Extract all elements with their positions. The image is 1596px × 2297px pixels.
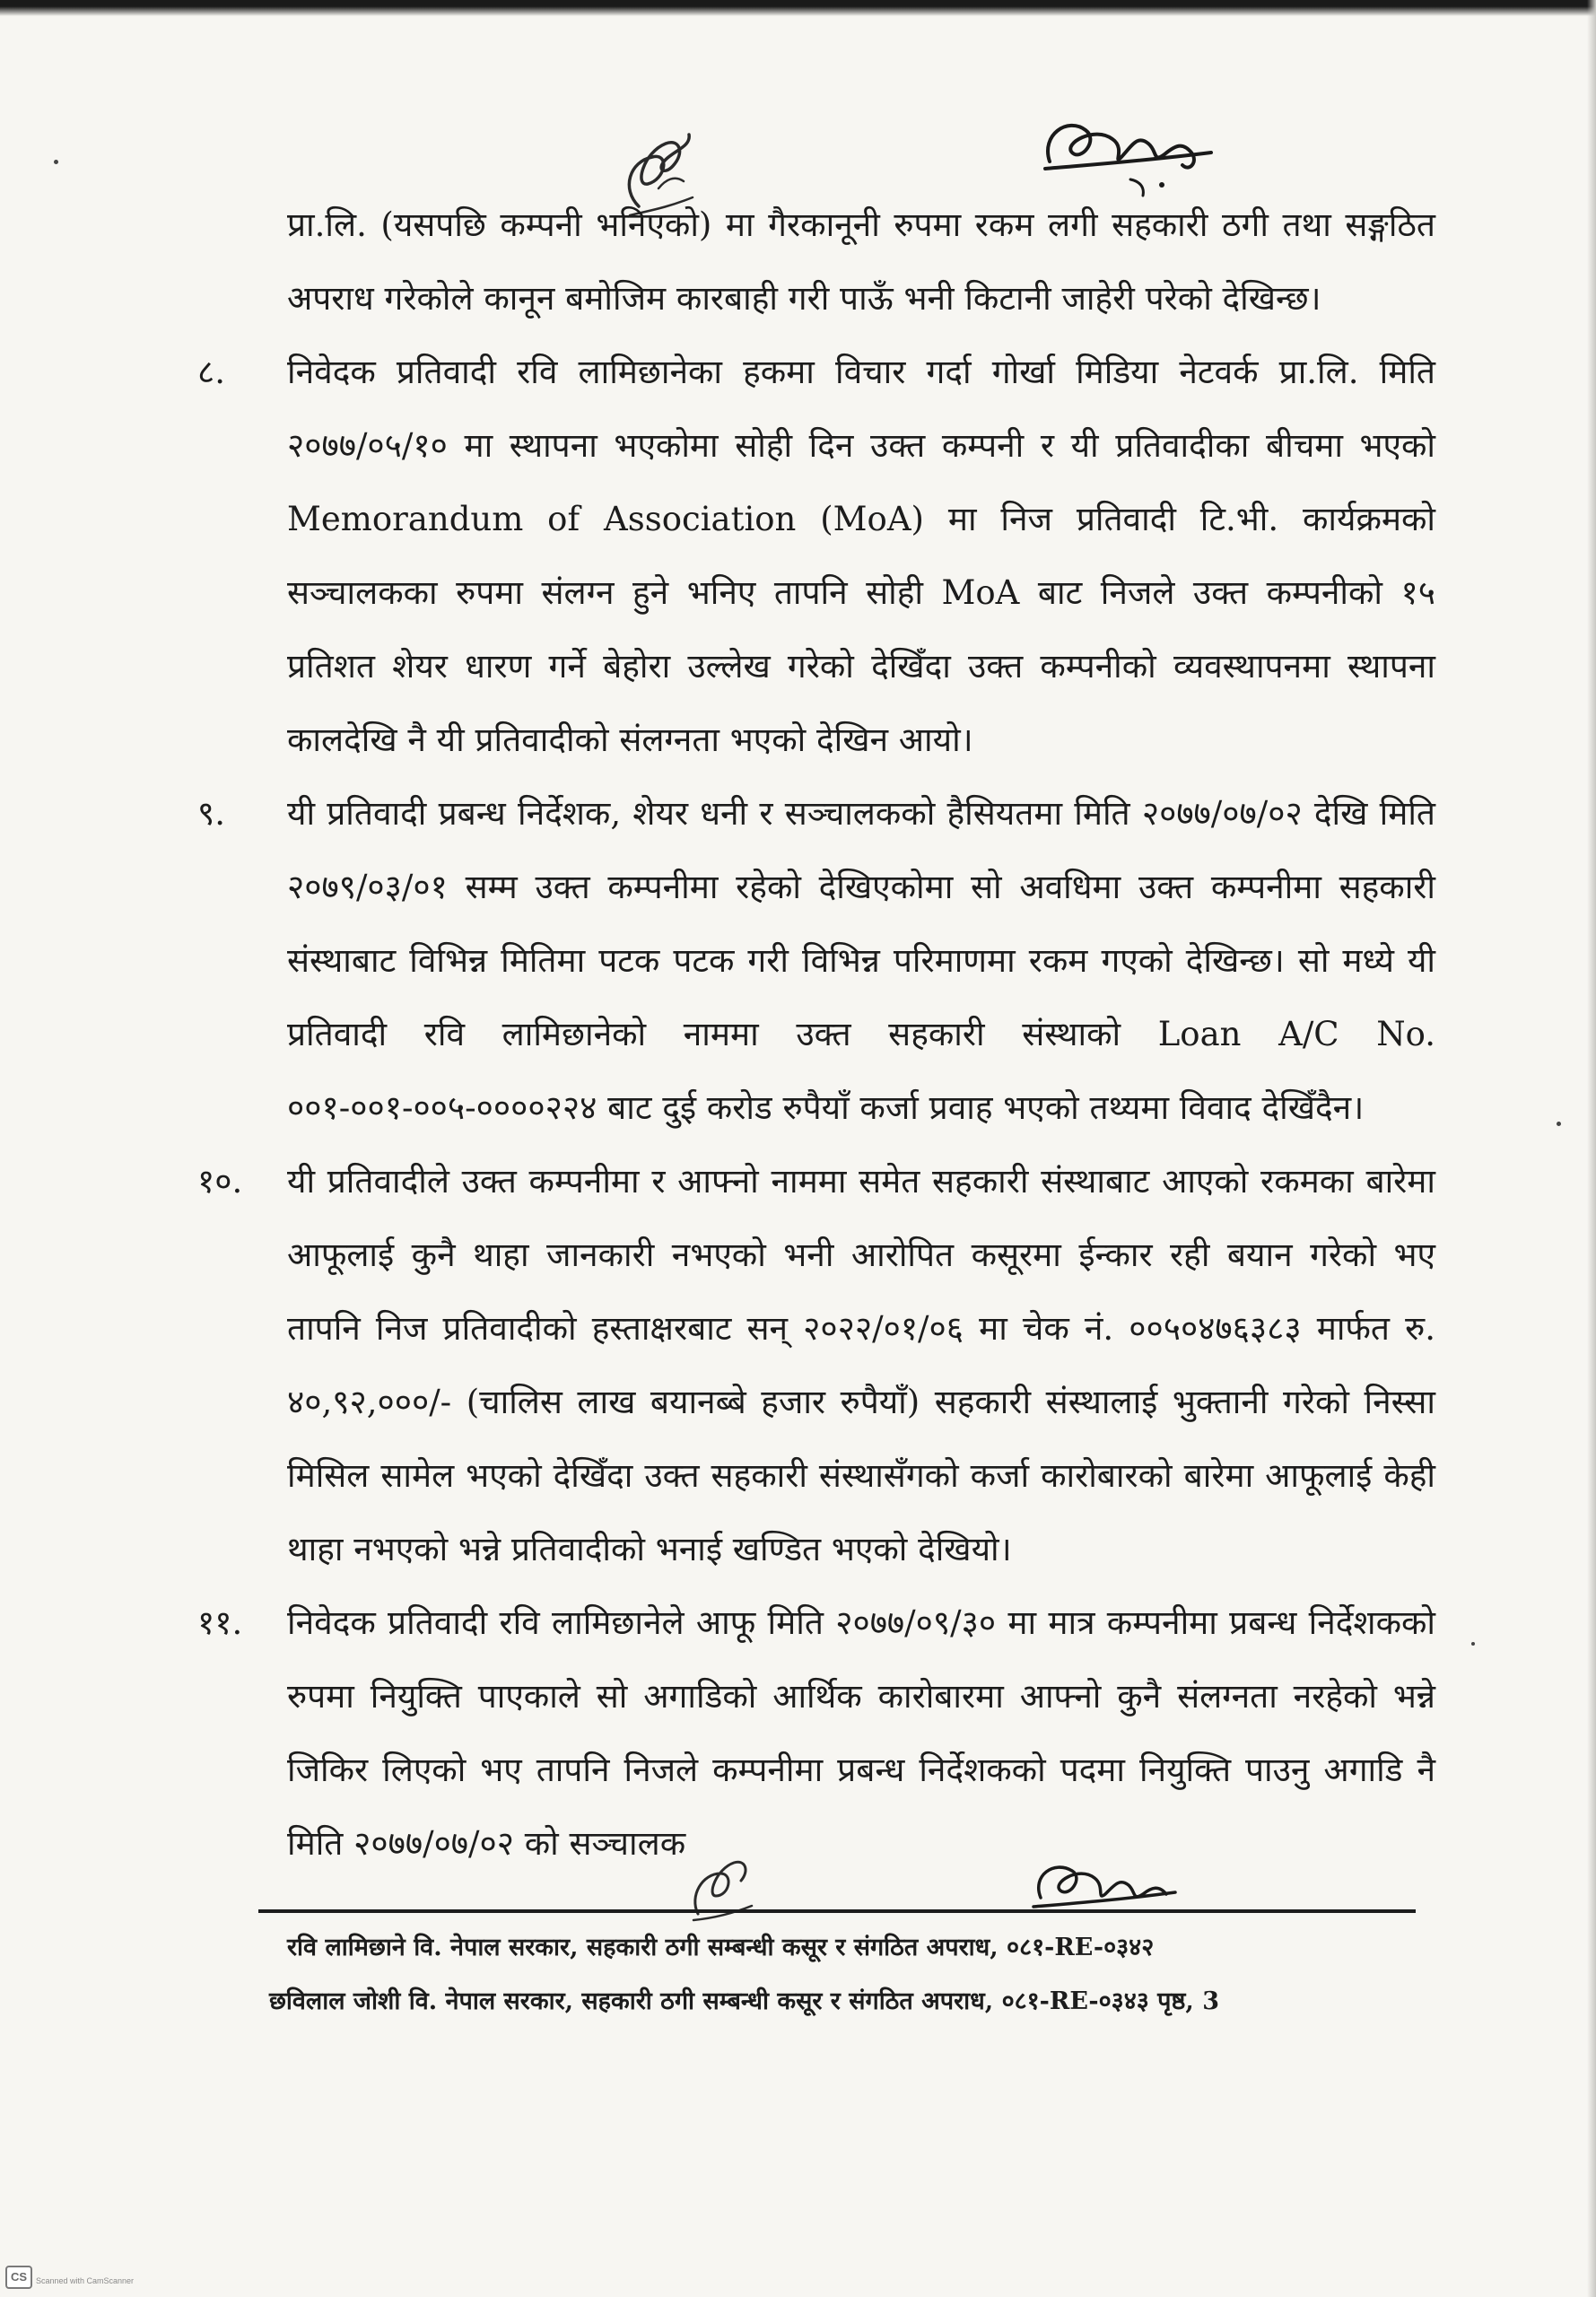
paragraph-number: १०. <box>197 1162 243 1201</box>
scan-top-shadow <box>0 0 1596 16</box>
paragraph-continued <box>287 188 1435 336</box>
paragraph-number: ८. <box>197 353 226 391</box>
scan-speck <box>1557 1122 1561 1126</box>
camscanner-watermark: Scanned with CamScanner <box>36 2276 135 2285</box>
signature-initial-bottom-right <box>1023 1844 1184 1934</box>
paragraph-text: निवेदक प्रतिवादी रवि लामिछानेले आफू मिति २०७७/०९/३० मा मात्र कम्पनीमा प्रबन्ध निर्देशकको रुपमा नियुक्ति पाएकाले सो अगाडिको आर्थिक कारोबारमा आफ्नो कुनै संलग्नता नरहेको भन्ने जिकिर लिएको भए तापनि निजले कम्पनीमा प्रबन्ध निर्देशकको पदमा नियुक्ति पाउनु अगाडि नै मिति २०७७/०७/०२ को सञ्चालक <box>287 1603 1435 1863</box>
footer-case-line-1: रवि लामिछाने वि. नेपाल सरकार, सहकारी ठगी सम्बन्धी कसूर र संगठित अपराध, ०८१-RE-०३४२ <box>287 1934 1155 1961</box>
paragraph-number: ९. <box>197 794 226 833</box>
signature-initial-bottom-left <box>680 1847 761 1927</box>
paragraph-text: यी प्रतिवादीले उक्त कम्पनीमा र आफ्नो नाममा समेत सहकारी संस्थाबाट आएको रकमका बारेमा आफूलाई कुनै थाहा जानकारी नभएको भनी आरोपित कसूरमा ईन्कार रही बयान गरेको भए तापनि निज प्रतिवादीको हस्ताक्षरबाट सन् २०२२/०१/०६ मा चेक नं. ००५०४७६३८३ मार्फत रु. ४०,९२,०००/- (चालिस लाख बयानब्बे हजार रुपैयाँ) सहकारी संस्थालाई भुक्तानी गरेको निस्सा मिसिल सामेल भएको देखिँदा उक्त सहकारी संस्थासँगको कर्जा कारोबारको बारेमा आफूलाई केही थाहा नभएको भन्ने प्रतिवादीको भनाई खण्डित भएको देखियो। <box>287 1162 1435 1568</box>
paragraph-text: प्रा.लि. (यसपछि कम्पनी भनिएको) मा गैरकानूनी रुपमा रकम लगी सहकारी ठगी तथा सङ्गठित अपराध गरेकोले कानून बमोजिम कारबाही गरी पाऊँ भनी किटानी जाहेरी परेको देखिन्छ। <box>287 205 1435 318</box>
footer-rule <box>258 1909 1416 1913</box>
paragraph-10 <box>197 1145 1435 1586</box>
scan-speck <box>1471 1642 1475 1646</box>
paragraph-9 <box>197 777 1435 1145</box>
scan-right-edge <box>1587 0 1596 2297</box>
judgment-body <box>197 188 1435 1881</box>
paragraph-11 <box>197 1586 1435 1881</box>
paragraph-number: ११. <box>197 1603 243 1642</box>
paragraph-text: यी प्रतिवादी प्रबन्ध निर्देशक, शेयर धनी र सञ्चालकको हैसियतमा मिति २०७७/०७/०२ देखि मिति २०७९/०३/०१ सम्म उक्त कम्पनीमा रहेको देखिएकोमा सो अवधिमा उक्त कम्पनीमा सहकारी संस्थाबाट विभिन्न मितिमा पटक पटक गरी विभिन्न परिमाणमा रकम गएको देखिन्छ। सो मध्ये यी प्रतिवादी रवि लामिछानेको नाममा उक्त सहकारी संस्थाको Loan A/C No. ००१-००१-००५-००००२२४ बाट दुई करोड रुपैयाँ कर्जा प्रवाह भएको तथ्यमा विवाद देखिँदैन। <box>287 794 1435 1127</box>
camscanner-logo: CS <box>5 2266 32 2289</box>
paragraph-text: निवेदक प्रतिवादी रवि लामिछानेका हकमा विचार गर्दा गोर्खा मिडिया नेटवर्क प्रा.लि. मिति २०७७/०५/१० मा स्थापना भएकोमा सोही दिन उक्त कम्पनी र यी प्रतिवादीका बीचमा भएको Memorandum of Association (MoA) मा निज प्रतिवादी टि.भी. कार्यक्रमको सञ्चालकका रुपमा संलग्न हुने भनिए तापनि सोही MoA बाट निजले उक्त कम्पनीको १५ प्रतिशत शेयर धारण गर्ने बेहोरा उल्लेख गरेको देखिँदा उक्त कम्पनीको व्यवस्थापनमा स्थापना कालदेखि नै यी प्रतिवादीको संलग्नता भएको देखिन आयो। <box>287 353 1435 759</box>
scan-speck <box>54 160 58 164</box>
footer-case-line-2: छविलाल जोशी वि. नेपाल सरकार, सहकारी ठगी सम्बन्धी कसूर र संगठित अपराध, ०८१-RE-०३४३ पृष्ठ, 3 <box>269 1987 1220 2015</box>
paragraph-8 <box>197 336 1435 777</box>
